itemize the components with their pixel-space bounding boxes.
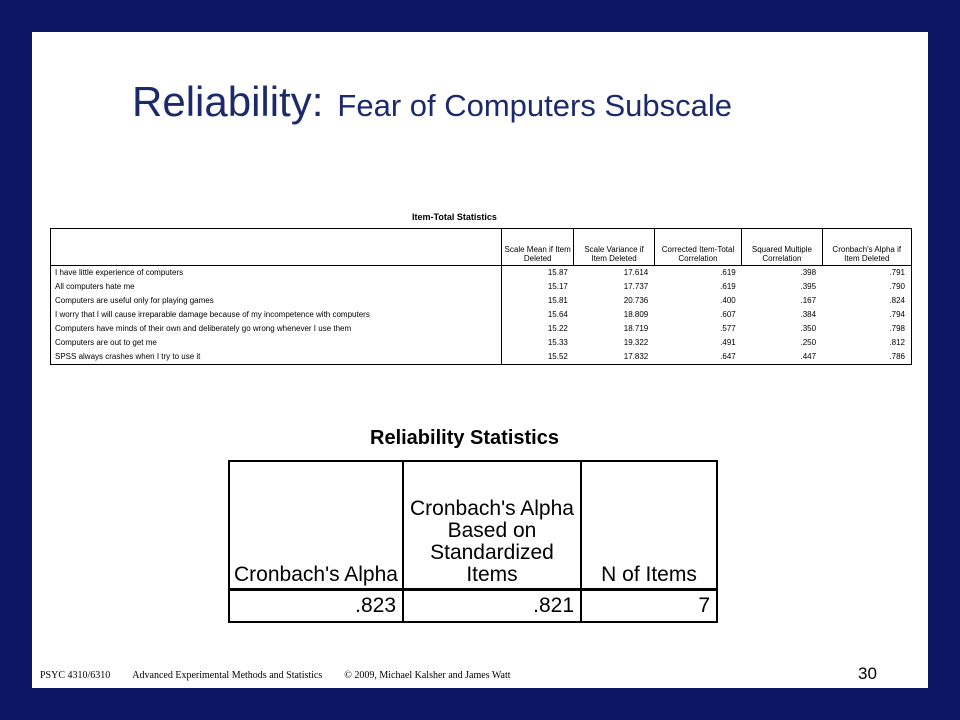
cell-value: .812 <box>889 338 905 347</box>
cell-value: .384 <box>800 310 817 319</box>
row-label: All computers hate me <box>55 282 135 291</box>
table-row <box>51 350 912 365</box>
table-row <box>51 280 912 294</box>
cell-value: 15.52 <box>502 350 574 365</box>
cell-value: 15.87 <box>502 266 574 281</box>
footer-course: PSYC 4310/6310 <box>40 670 111 681</box>
row-label: I have little experience of computers <box>55 268 184 277</box>
reliability-header-row <box>229 461 717 590</box>
cell-value: .400 <box>720 296 736 305</box>
slide <box>32 32 928 688</box>
table-row <box>51 322 912 336</box>
slide-title <box>132 78 732 126</box>
cell-value: .647 <box>720 352 736 361</box>
reliability-table-title: Reliability Statistics <box>370 427 559 449</box>
item-total-header: Scale Mean if Item Deleted <box>502 229 574 266</box>
row-label: Computers are out to get me <box>55 338 157 347</box>
item-total-table-title: Item-Total Statistics <box>412 212 497 222</box>
item-total-header: Corrected Item-Total Correlation <box>654 229 742 266</box>
cell-value: 15.81 <box>502 294 574 308</box>
cell-value: 18.809 <box>623 310 649 319</box>
cell-value: 15.33 <box>502 336 574 350</box>
reliability-value: .823 <box>355 594 396 617</box>
cell-value: .619 <box>720 268 736 277</box>
reliability-value: .821 <box>403 590 581 623</box>
row-label: Computers have minds of their own and deliberately go wrong whenever I use them <box>55 324 352 333</box>
item-total-header: Scale Variance if Item Deleted <box>574 229 654 266</box>
cell-value: 18.719 <box>623 324 649 333</box>
table-row <box>51 294 912 308</box>
cell-value: .791 <box>889 268 905 277</box>
cell-value: 15.17 <box>502 280 574 294</box>
cell-value: .250 <box>800 338 817 347</box>
cell-value: 17.737 <box>623 282 649 291</box>
reliability-header: N of Items <box>581 461 717 590</box>
cell-value: .798 <box>889 324 905 333</box>
cell-value: .398 <box>800 268 817 277</box>
cell-value: 15.22 <box>502 322 574 336</box>
cell-value: .447 <box>800 352 817 361</box>
slide-title-sub: Fear of Computers Subscale <box>337 88 732 123</box>
row-label: SPSS always crashes when I try to use it <box>55 352 201 361</box>
cell-value: .824 <box>889 296 905 305</box>
reliability-value: 7 <box>581 590 717 623</box>
cell-value: .577 <box>720 324 736 333</box>
cell-value: .167 <box>800 296 817 305</box>
slide-footer <box>40 670 533 681</box>
page-number: 30 <box>858 664 877 683</box>
reliability-header: Cronbach's Alpha <box>229 461 403 590</box>
cell-value: 17.614 <box>623 268 649 277</box>
cell-value: 19.322 <box>623 338 649 347</box>
cell-value: .350 <box>800 324 817 333</box>
cell-value: .786 <box>889 352 905 361</box>
item-total-header-blank <box>51 229 502 266</box>
item-total-header: Cronbach's Alpha if Item Deleted <box>822 229 911 266</box>
cell-value: .607 <box>720 310 736 319</box>
footer-course-title: Advanced Experimental Methods and Statistics <box>132 670 323 681</box>
footer-copyright: © 2009, Michael Kalsher and James Watt <box>344 670 511 681</box>
cell-value: 15.64 <box>502 308 574 322</box>
table-row <box>51 336 912 350</box>
item-total-header: Squared Multiple Correlation <box>742 229 822 266</box>
cell-value: .395 <box>800 282 817 291</box>
table-row <box>51 308 912 322</box>
item-total-header-row <box>51 229 912 266</box>
reliability-header: Cronbach's Alpha Based on Standardized Items <box>403 461 581 590</box>
cell-value: 20.736 <box>623 296 649 305</box>
item-total-table <box>50 228 912 365</box>
cell-value: .619 <box>720 282 736 291</box>
row-label: I worry that I will cause irreparable damage because of my incompetence with computers <box>55 310 370 319</box>
reliability-table <box>228 460 718 623</box>
cell-value: .491 <box>720 338 736 347</box>
cell-value: .790 <box>889 282 905 291</box>
table-row <box>51 266 912 281</box>
row-label: Computers are useful only for playing games <box>55 296 214 305</box>
cell-value: 17.832 <box>623 352 649 361</box>
reliability-value-row <box>229 590 717 623</box>
slide-title-main: Reliability: <box>132 78 324 125</box>
cell-value: .794 <box>889 310 905 319</box>
